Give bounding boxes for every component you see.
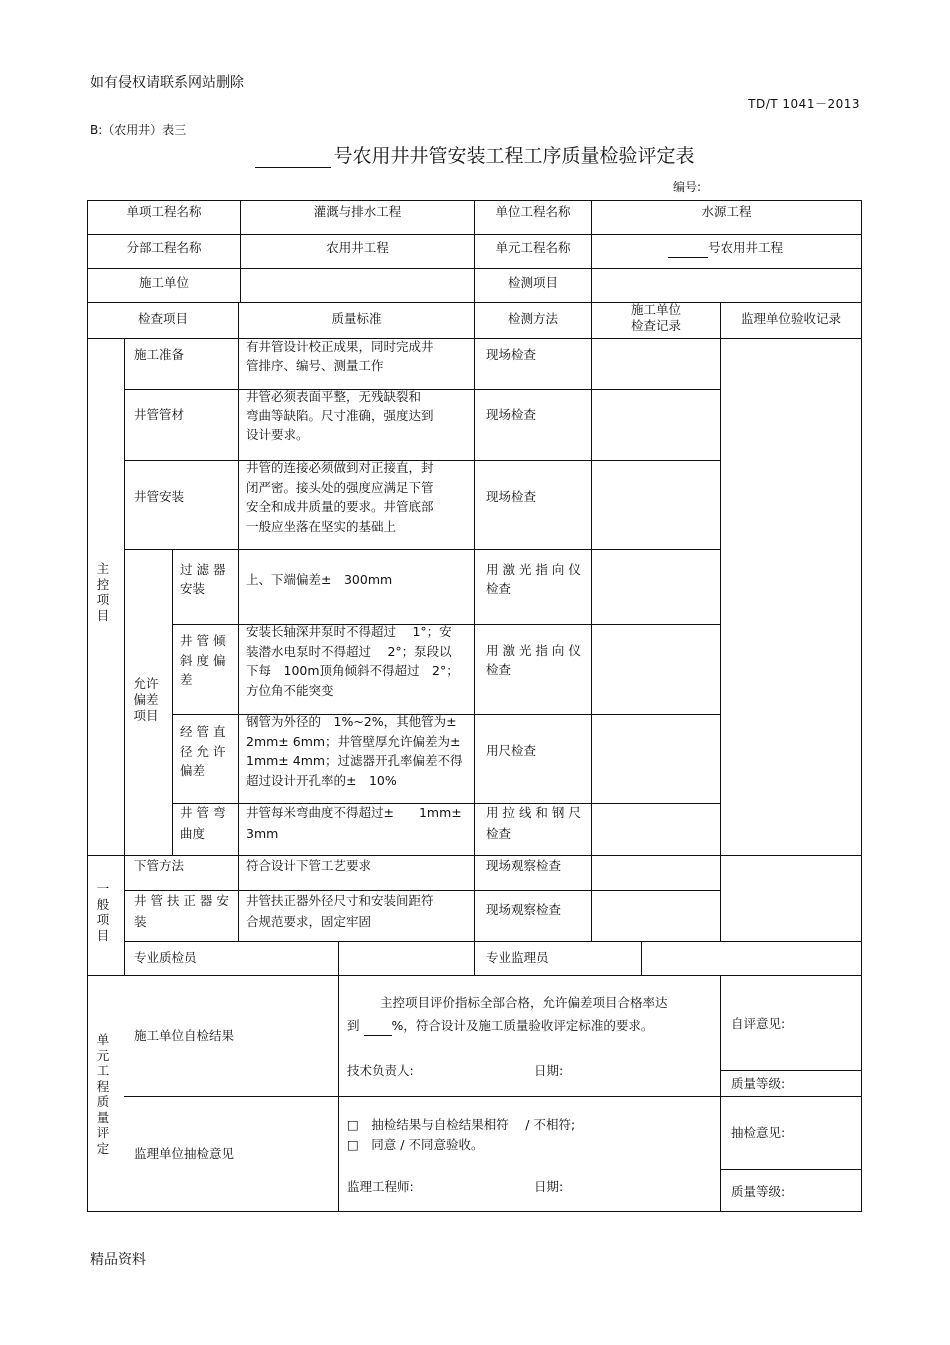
item-line: 经 管 直 (180, 724, 226, 739)
self-check-text-2 (347, 1016, 653, 1036)
item-line: 曲度 (180, 826, 206, 841)
element-project-blank[interactable] (668, 243, 708, 258)
self-check-label: 施工单位自检结果 (134, 1028, 235, 1043)
main-item-method: 现场检查 (486, 489, 537, 504)
general-item-method: 现场观察检查 (486, 858, 562, 873)
main-item-standard (246, 337, 434, 375)
serial-number-label: 编号: (673, 180, 702, 194)
tolerance-label-line: 偏差 (133, 692, 159, 707)
item-line: 斜 度 偏 (180, 652, 226, 668)
standard-line: 1mm± 4mm；过滤器开孔率偏差不得 (246, 753, 463, 768)
main-item-method: 现场检查 (486, 407, 537, 422)
supervisor-check-label: 监理单位抽检意见 (134, 1146, 235, 1161)
standard-line: 有井管设计校正成果，同时完成井 (246, 339, 434, 354)
method-line: 检查 (486, 662, 512, 677)
self-opinion-label: 自评意见: (731, 1016, 786, 1031)
tolerance-item-label (180, 631, 225, 690)
tolerance-item-method (486, 741, 536, 761)
item-line: 下管方法 (134, 858, 185, 873)
standard-line: 井管扶正器外径尺寸和安装间距符 (246, 893, 434, 908)
single-project-value[interactable]: 灌溉与排水工程 (313, 204, 402, 219)
sample-opinion-label: 抽检意见: (731, 1125, 786, 1140)
col-method: 检测方法 (507, 311, 558, 326)
main-item-label: 井管管材 (134, 407, 185, 422)
main-item-label: 施工准备 (134, 347, 185, 362)
col-supervisor-record: 监理单位验收记录 (740, 311, 841, 326)
footer-text: 精品资料 (90, 1252, 146, 1268)
col-quality-standard: 质量标准 (331, 311, 382, 326)
standard-line: 安装长轴深井泵时不得超过 1°；安 (246, 624, 452, 639)
standard-line: 安全和成井质量的要求。井管底部 (246, 499, 434, 514)
tolerance-item-method (486, 560, 581, 598)
standard-line: 上、下端偏差± 300mm (246, 572, 393, 587)
main-item-label: 井管安装 (134, 489, 185, 504)
main-item-standard (246, 458, 434, 536)
item-line: 偏差 (180, 763, 206, 778)
general-items-group-label: 一般项目 (96, 881, 110, 943)
self-check-text-rest: %，符合设计及施工质量验收评定标准的要求。 (391, 1018, 654, 1033)
sub-project-label: 分部工程名称 (126, 240, 202, 255)
acceptance-option[interactable]: □ 同意 / 不同意验收。 (347, 1137, 484, 1152)
main-items-group-label: 主控项目 (96, 561, 110, 623)
inspection-item-label: 检测项目 (507, 275, 558, 290)
method-line: 检查 (486, 581, 512, 596)
standard-line: 符合设计下管工艺要求 (246, 858, 372, 873)
item-line: 差 (180, 672, 193, 687)
standard-line: 管排序、编号、测量工作 (246, 358, 384, 373)
tolerance-item-standard (246, 712, 463, 790)
method-line: 用 激 光 指 向 仪 (486, 562, 581, 577)
constructor-value[interactable] (241, 270, 474, 301)
general-item-standard (246, 890, 434, 932)
method-line: 用 拉 线 和 钢 尺 (486, 805, 581, 820)
supervisor-engineer-label: 监理工程师: (347, 1179, 414, 1194)
tech-lead-label: 技术负责人: (347, 1063, 414, 1078)
tolerance-item-method (486, 802, 581, 844)
element-project-text: 号农用井工程 (708, 240, 784, 255)
tolerance-item-label (180, 722, 225, 781)
main-item-method: 现场检查 (486, 347, 537, 362)
standard-line: 闭严密。接头处的强度应满足下管 (246, 479, 434, 495)
tolerance-item-standard (246, 622, 459, 700)
col-check-item: 检查项目 (137, 311, 188, 326)
tolerance-label-line: 允许 (133, 676, 159, 691)
general-item-standard (246, 856, 371, 876)
self-check-text-to: 到 (347, 1018, 360, 1033)
standard-line: 井管必须表面平整，无残缺裂和 (246, 389, 422, 404)
general-item-label (134, 856, 184, 876)
item-line: 井 管 扶 正 器 安 (134, 893, 229, 908)
quality-grade-label: 质量等级: (731, 1184, 786, 1199)
sub-project-value[interactable]: 农用井工程 (326, 240, 389, 255)
tolerance-item-label (180, 560, 225, 598)
tolerance-label-line: 项目 (133, 708, 159, 723)
standard-line: 合规范要求，固定牢固 (246, 914, 372, 929)
form-number: B:（农用井）表三 (90, 123, 187, 137)
standard-line: 装潜水电泵时不得超过 2°；泵段以 (246, 643, 452, 659)
standard-line: 一般应坐落在坚实的基础上 (246, 518, 397, 534)
tolerance-item-method (486, 641, 581, 679)
standard-line: 下每 100m顶角倾斜不得超过 2°； (246, 663, 459, 678)
element-project-value[interactable] (668, 238, 783, 258)
supervisor-inspector-label: 专业监理员 (486, 950, 549, 965)
pass-rate-blank[interactable] (364, 1021, 392, 1036)
date-label: 日期: (534, 1063, 564, 1078)
quality-inspector-label: 专业质检员 (134, 950, 197, 965)
item-line: 安装 (180, 581, 206, 596)
col-constructor-record-line: 施工单位 (630, 302, 681, 317)
item-line: 井 管 倾 (180, 633, 226, 648)
general-item-label (134, 890, 229, 932)
item-line: 井 管 弯 (180, 805, 226, 820)
title-text: 号农用井井管安装工程工序质量检验评定表 (333, 145, 695, 167)
standard-line: 3mm (246, 826, 279, 841)
standard-line: 设计要求。 (246, 427, 309, 442)
consistency-option[interactable]: □ 抽检结果与自检结果相符 / 不相符; (347, 1117, 576, 1132)
main-item-standard (246, 387, 434, 444)
standard-line: 方位角不能突变 (246, 682, 334, 698)
tolerance-item-standard (246, 802, 462, 844)
tolerance-item-standard (246, 570, 392, 590)
tolerance-group-label (125, 676, 167, 724)
inspection-item-value[interactable] (592, 270, 861, 301)
col-constructor-record (592, 302, 720, 334)
item-line: 装 (134, 914, 147, 929)
element-project-label: 单元工程名称 (495, 240, 571, 255)
unit-project-label: 单位工程名称 (495, 204, 571, 219)
quality-grade-label: 质量等级: (731, 1076, 786, 1091)
constructor-label: 施工单位 (138, 275, 189, 290)
standard-line: 超过设计开孔率的± 10% (246, 772, 397, 788)
watermark-text: 如有侵权请联系网站删除 (90, 75, 244, 91)
method-line: 用 激 光 指 向 仪 (486, 643, 581, 658)
standard-line: 2mm± 6mm；井管壁厚允许偏差为± (246, 733, 461, 749)
tolerance-item-label (180, 802, 225, 844)
standard-code: TD/T 1041－2013 (748, 97, 860, 111)
single-project-label: 单项工程名称 (126, 204, 202, 219)
item-line: 过 滤 器 (180, 562, 226, 577)
standard-line: 井管的连接必须做到对正接直，封 (246, 460, 434, 475)
col-constructor-record-line: 检查记录 (630, 318, 681, 333)
date-label: 日期: (534, 1179, 564, 1194)
standard-line: 井管每米弯曲度不得超过± 1mm± (246, 805, 462, 820)
evaluation-group-label: 单元工程质量评定 (96, 1032, 110, 1156)
standard-line: 弯曲等缺陷。尺寸准确，强度达到 (246, 408, 434, 423)
method-line: 检查 (486, 826, 512, 841)
self-check-text-1: 主控项目评价指标全部合格，允许偏差项目合格率达 (380, 995, 668, 1010)
general-item-method: 现场观察检查 (486, 902, 562, 917)
method-line: 用尺检查 (486, 743, 537, 758)
item-line: 径 允 许 (180, 743, 226, 759)
unit-project-value[interactable]: 水源工程 (701, 204, 752, 219)
standard-line: 钢管为外径的 1%~2%，其他管为± (246, 714, 457, 729)
